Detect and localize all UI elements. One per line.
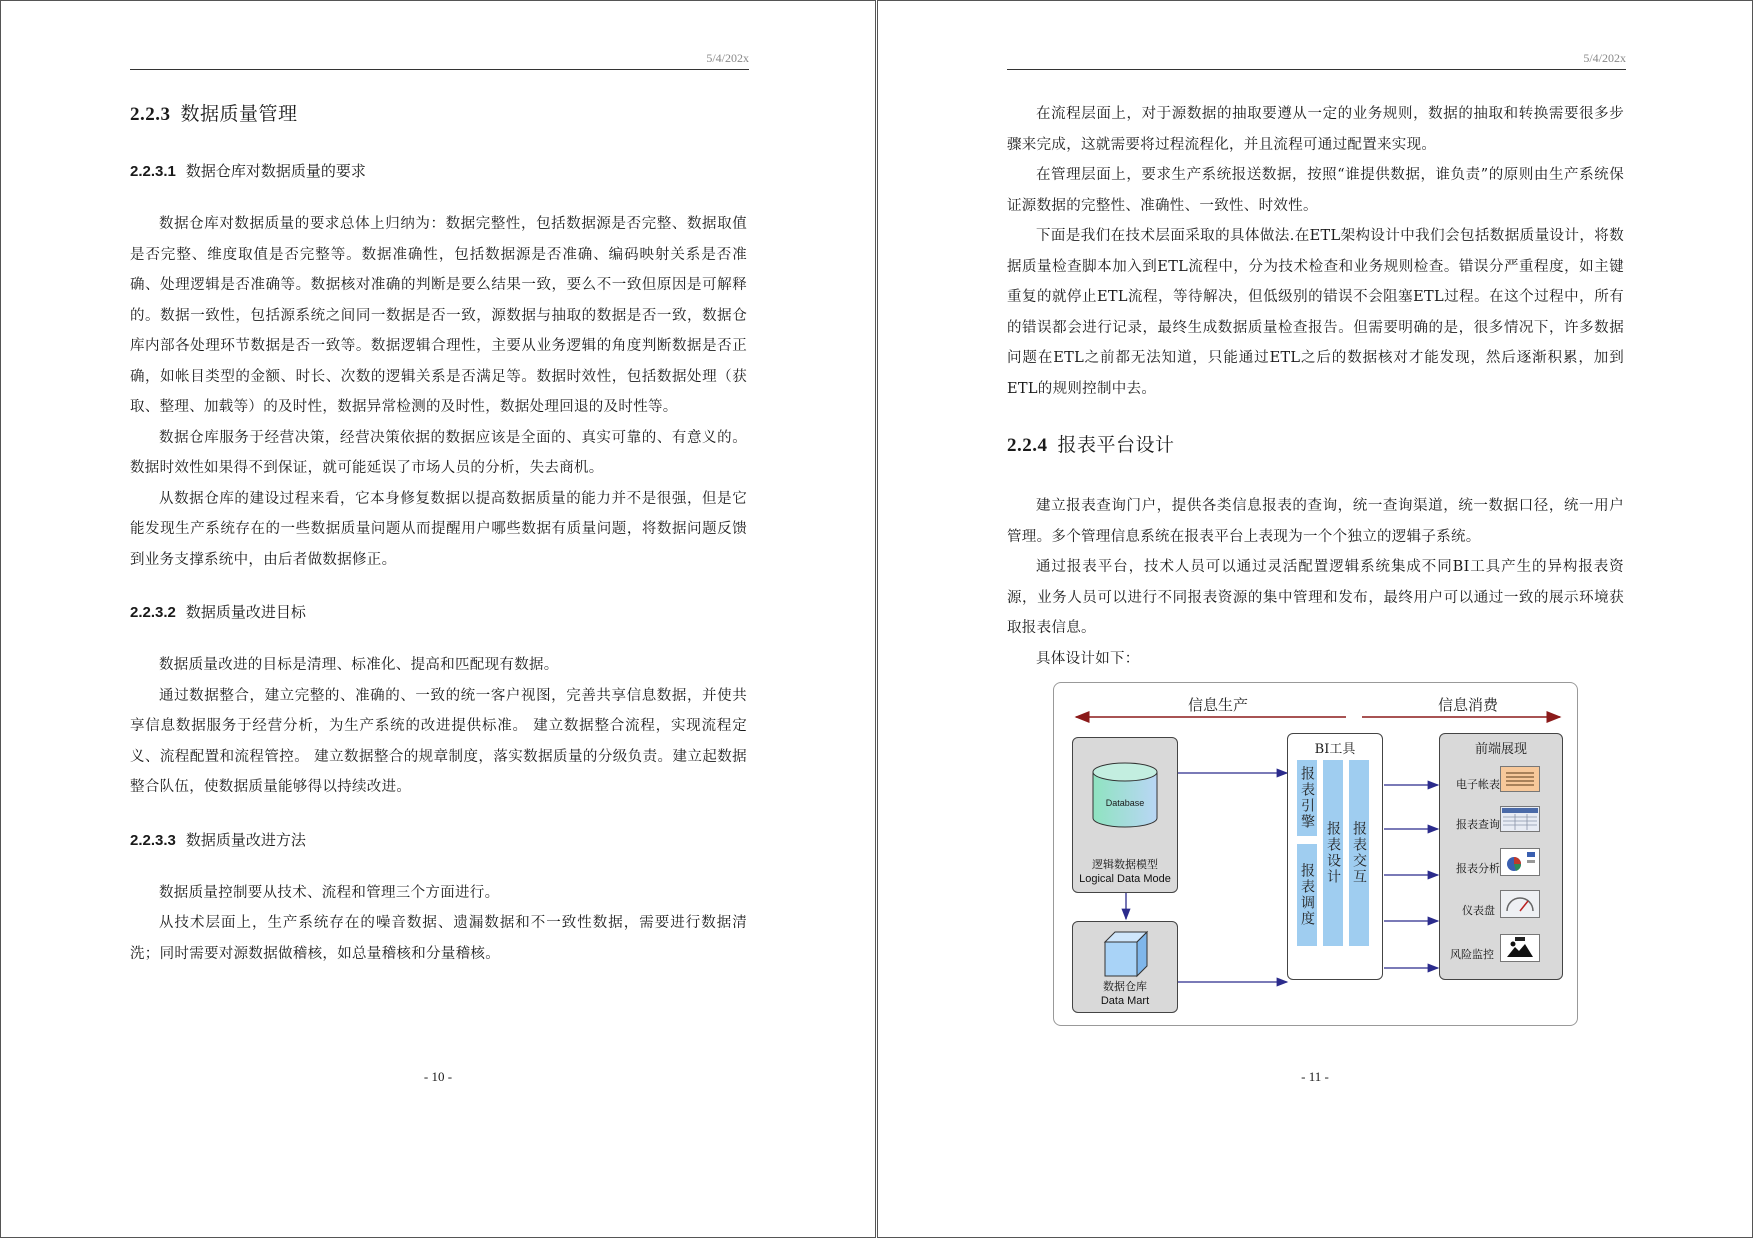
header-date: 5/4/202x <box>1583 51 1626 65</box>
info-production-label: 信息生产 <box>1188 696 1249 714</box>
gauge-icon <box>1500 890 1540 918</box>
page-number: - 11 - <box>1301 1069 1329 1084</box>
data-mart-box <box>1072 921 1178 1013</box>
paragraph: 数据仓库对数据质量的要求总体上归纳为：数据完整性，包括数据源是否完整、数据取值是否完整、维度取值是否完整等。数据准确性，包括数据源是否准确、编码映射关系是否准确、处理逻辑是否准确等。数据核对准确的判断是要么结果一致，要么不一致但原因是可解释的。数据一致性，包括源系统之间同一数据是否一致，源数据与抽取的数据是否一致，数据仓库内部各处理环节数据是否一致等。数据逻辑合理性，主要从业务逻辑的角度判断数据是否正确，如帐目类型的金额、时长、次数的逻辑关系是否满足等。数据时效性，包括数据处理（获取、整理、加载等）的及时性，数据异常检测的及时性，数据处理回退的及时性等。 <box>130 216 747 415</box>
paragraph: 下面是我们在技术层面采取的具体做法.在ETL架构设计中我们会包括数据质量设计，将数据质量检查脚本加入到ETL流程中，分为技术检查和业务规则检查。错误分严重程度，如主键重复的就停止ETL流程，等待解决，但低级别的错误不会阻塞ETL过程。在这个过程中，所有的错误都会进行记录，最终生成数据质量检查报告。但需要明确的是，很多情况下，许多数据问题在ETL之前都无法知道，只能通过ETL之后的数据核对才能发现，然后逐渐积累，加到ETL的规则控制中去。 <box>1007 228 1624 397</box>
section-heading <box>1007 430 1624 457</box>
subsection-heading <box>130 601 747 622</box>
right-content <box>1007 99 1624 674</box>
section-number: 2.2.4 <box>1007 435 1048 456</box>
header-rule <box>1007 69 1626 70</box>
report-scheduling-column: 报表调度 <box>1297 844 1317 946</box>
report-engine-column: 报表引擎 <box>1297 760 1317 836</box>
bi-tools-box <box>1287 733 1383 980</box>
table-icon <box>1500 806 1540 832</box>
spreadsheet-icon <box>1500 766 1540 792</box>
left-page <box>0 0 876 1238</box>
front-item-report-analysis: 报表分析 <box>1456 862 1500 875</box>
subsection-title: 数据仓库对数据质量的要求 <box>185 162 366 180</box>
front-item-ereport: 电子帐表 <box>1456 778 1500 791</box>
subsection-title: 数据质量改进方法 <box>185 830 306 849</box>
paragraph: 通过数据整合，建立完整的、准确的、一致的统一客户视图，完善共享信息数据，并使共享信息数据服务于经营分析，为生产系统的改进提供标准。 建立数据整合流程，实现流程定义、流程配置和流程管控。 建立数据整合的规章制度，落实数据质量的分级负责。建立起数据整合队伍，使数据质量能够得以持续改进。 <box>130 687 747 795</box>
subsection-title: 数据质量改进目标 <box>185 603 306 621</box>
logical-data-model-en: Logical Data Mode <box>1079 873 1171 885</box>
database-icon <box>1090 760 1160 830</box>
database-label: Database <box>1105 798 1145 808</box>
paragraph: 建立报表查询门户，提供各类信息报表的查询，统一查询渠道，统一数据口径，统一用户管理。多个管理信息系统在报表平台上表现为一个个独立的逻辑子系统。 <box>1007 498 1624 545</box>
front-item-dashboard: 仪表盘 <box>1462 904 1495 917</box>
section-title: 报表平台设计 <box>1057 434 1175 456</box>
paragraph: 从技术层面上，生产系统存在的噪音数据、遗漏数据和不一致性数据，需要进行数据清洗；同时需要对源数据做稽核，如总量稽核和分量稽核。 <box>130 915 747 962</box>
paragraph: 在管理层面上，要求生产系统报送数据，按照“谁提供数据，谁负责”的原则由生产系统保证源数据的完整性、准确性、一致性、时效性。 <box>1007 167 1624 214</box>
header-date: 5/4/202x <box>706 51 749 65</box>
data-mart-cn: 数据仓库 <box>1103 980 1147 993</box>
logical-data-model-box <box>1072 737 1178 893</box>
page-number: - 10 - <box>423 1069 453 1084</box>
report-platform-diagram <box>1053 682 1578 1026</box>
cube-icon <box>1101 928 1151 978</box>
paragraph: 数据仓库服务于经营决策，经营决策依据的数据应该是全面的、真实可靠的、有意义的。数据时效性如果得不到保证，就可能延误了市场人员的分析，失去商机。 <box>130 429 747 476</box>
info-consumption-label: 信息消费 <box>1438 696 1499 714</box>
paragraph: 数据质量改进的目标是清理、标准化、提高和匹配现有数据。 <box>159 657 559 673</box>
pie-chart-icon <box>1500 848 1540 876</box>
bi-tools-title: BI工具 <box>1314 742 1356 757</box>
risk-sign-icon <box>1500 934 1540 962</box>
header-rule <box>130 69 749 70</box>
front-item-risk-monitoring: 风险监控 <box>1450 948 1494 961</box>
report-design-column: 报表设计 <box>1323 760 1343 946</box>
subsection-number: 2.2.3.2 <box>130 604 176 621</box>
front-end-title: 前端展现 <box>1474 742 1527 757</box>
data-mart-en: Data Mart <box>1100 995 1150 1007</box>
subsection-heading <box>130 829 747 850</box>
report-interaction-column: 报表交互 <box>1349 760 1369 946</box>
subsection-heading <box>130 160 747 181</box>
paragraph: 在流程层面上，对于源数据的抽取要遵从一定的业务规则，数据的抽取和转换需要很多步骤来完成，这就需要将过程流程化，并且流程可通过配置来实现。 <box>1007 106 1624 153</box>
paragraph: 数据质量控制要从技术、流程和管理三个方面进行。 <box>159 884 500 901</box>
data-mart-caption <box>1073 980 1177 1008</box>
right-page <box>877 0 1753 1238</box>
front-item-report-query: 报表查询 <box>1456 818 1500 831</box>
logical-data-model-cn: 逻辑数据模型 <box>1092 858 1158 871</box>
subsection-number: 2.2.3.3 <box>130 831 176 849</box>
section-number: 2.2.3 <box>130 104 171 125</box>
paragraph: 从数据仓库的建设过程来看，它本身修复数据以提高数据质量的能力并不是很强，但是它能发现生产系统存在的一些数据质量问题从而提醒用户哪些数据有质量问题，将数据问题反馈到业务支撑系统中，由后者做数据修正。 <box>130 490 747 568</box>
paragraph: 具体设计如下： <box>1036 650 1140 667</box>
paragraph: 通过报表平台，技术人员可以通过灵活配置逻辑系统集成不同BI工具产生的异构报表资源，业务人员可以进行不同报表资源的集中管理和发布，最终用户可以通过一致的展示环境获取报表信息。 <box>1007 559 1624 636</box>
subsection-number: 2.2.3.1 <box>130 163 176 180</box>
section-title: 数据质量管理 <box>180 103 298 125</box>
logical-data-model-caption <box>1073 858 1177 886</box>
left-content <box>130 99 747 969</box>
section-heading <box>130 99 747 126</box>
front-end-box <box>1439 733 1563 980</box>
